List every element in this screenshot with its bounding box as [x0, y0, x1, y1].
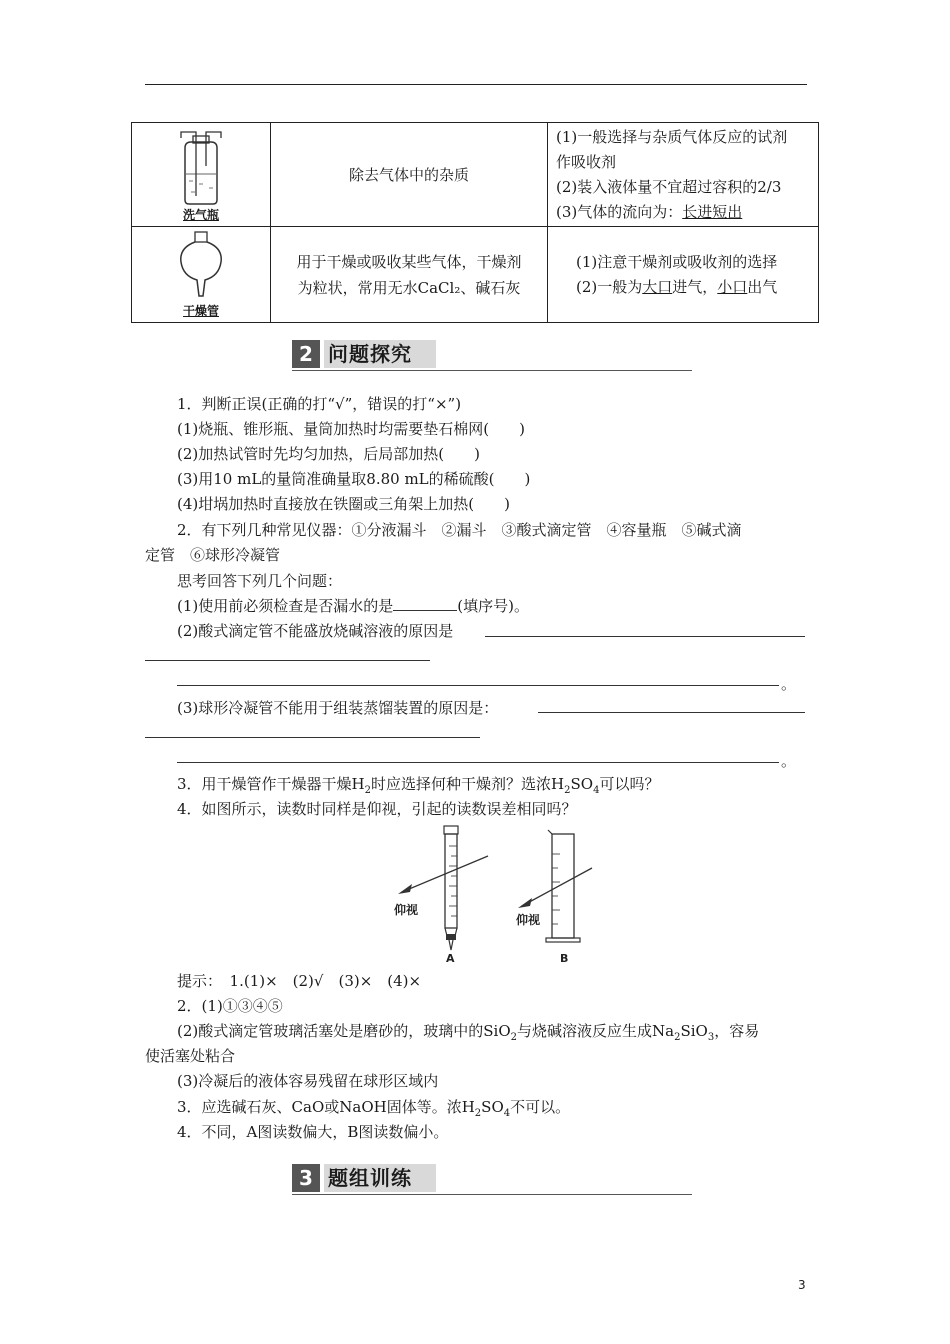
q3-part: SO	[570, 775, 594, 793]
note-answer: 大口	[642, 277, 673, 296]
subscript: 2	[364, 785, 372, 796]
q1-stem: 1．判断正误(正确的打“√”，错误的打“×”)	[177, 395, 462, 413]
q2-stem-cont: 定管 ⑥球形冷凝管	[145, 546, 281, 564]
note-text: (3)气体的流向为：	[556, 202, 683, 221]
use-line: 为粒状，常用无水CaCl₂、碱石灰	[297, 278, 521, 297]
header-rule	[145, 84, 807, 85]
section-rule	[292, 370, 692, 371]
section-rule	[292, 1194, 692, 1195]
drying-tube-icon	[171, 230, 231, 302]
period: 。	[781, 675, 797, 693]
q2-part1-suffix: (填序号)。	[457, 597, 529, 615]
subscript: 4	[593, 785, 600, 796]
section-number: 3	[292, 1164, 320, 1192]
view-label-a: 仰视	[394, 903, 419, 917]
use-line: 用于干燥或吸收某些气体，干燥剂	[296, 252, 522, 271]
answer-line	[177, 1020, 759, 1043]
q3-part: 3．用干燥管作干燥器干燥H	[177, 775, 365, 793]
answer-line	[177, 1096, 570, 1119]
q2-part1	[177, 595, 529, 616]
equipment-table	[131, 122, 819, 323]
answer-blank	[538, 712, 805, 713]
burette-body	[445, 834, 457, 928]
answer-part: SO	[481, 1098, 504, 1116]
answer-part: 不可以。	[510, 1098, 571, 1116]
subscript: 2	[510, 1032, 517, 1043]
answer-line	[177, 970, 421, 991]
page-number: 3	[798, 1278, 806, 1292]
note-line	[556, 200, 810, 225]
burette-top	[444, 826, 458, 834]
answer-part: ，容易	[714, 1022, 760, 1040]
answer-blank	[145, 660, 430, 661]
q3-text	[177, 773, 659, 796]
gas-washing-bottle-label: 洗气瓶	[182, 208, 219, 222]
q2-think: 思考回答下列几个问题：	[177, 572, 343, 590]
cylinder-base	[546, 938, 580, 942]
answer-blank	[177, 762, 779, 763]
note-text: 出气	[747, 277, 778, 296]
answer-part: (2)酸式滴定管玻璃活塞处是磨砂的，玻璃中的SiO	[177, 1022, 511, 1040]
note-line	[576, 275, 810, 300]
subscript: 4	[503, 1108, 511, 1119]
q1-item: (3)用10 mL的量筒准确量取8.80 mL的稀硫酸( )	[177, 470, 531, 488]
eye-icon	[398, 884, 412, 894]
q1-item: (4)坩埚加热时直接放在铁圈或三角架上加热( )	[177, 495, 510, 513]
table-row	[132, 227, 819, 323]
answer-text: 1.(1)× (2)√ (3)× (4)×	[229, 972, 422, 990]
subscript: 3	[707, 1032, 715, 1043]
subscript: 2	[564, 785, 571, 796]
answer-line: (3)冷凝后的液体容易残留在球形区域内	[177, 1072, 439, 1090]
answer-blank	[485, 636, 805, 637]
note-answer: 小口	[717, 277, 748, 296]
q2-stem: 2．有下列几种常见仪器：①分液漏斗 ②漏斗 ③酸式滴定管 ④容量瓶 ⑤碱式滴	[177, 521, 742, 539]
answer-line: 4．不同，A图读数偏大，B图读数偏小。	[177, 1123, 449, 1141]
answer-part: SiO	[680, 1022, 708, 1040]
figure-label-b: B	[560, 952, 569, 965]
answer-part: 3．应选碱石灰、CaO或NaOH固体等。浓H	[177, 1098, 475, 1116]
q2-part3: (3)球形冷凝管不能用于组装蒸馏装置的原因是：	[177, 699, 499, 717]
note-line: (1)一般选择与杂质气体反应的试剂	[556, 127, 788, 146]
hint-label: 提示：	[177, 972, 215, 990]
note-text: (2)一般为	[576, 277, 643, 296]
gas-washing-bottle-cell	[132, 123, 271, 227]
answer-line: 使活塞处粘合	[145, 1047, 236, 1065]
note-line: (1)注意干燥剂或吸收剂的选择	[576, 252, 778, 271]
gas-washing-bottle-use: 除去气体中的杂质	[271, 123, 548, 227]
note-line: 作吸收剂	[556, 152, 617, 171]
section-header-2	[292, 340, 692, 372]
subscript: 2	[474, 1108, 482, 1119]
q4-text: 4．如图所示，读数时同样是仰视，引起的读数误差相同吗？	[177, 800, 577, 818]
q3-part: 可以吗？	[599, 775, 660, 793]
drying-tube-notes	[548, 227, 819, 323]
section-header-3	[292, 1164, 692, 1196]
answer-line: 2．(1)①③④⑤	[177, 997, 283, 1015]
q3-part: 时应选择何种干燥剂？选浓H	[371, 775, 565, 793]
answer-blank	[145, 737, 480, 738]
drying-tube-use	[271, 227, 548, 323]
sight-line-b	[522, 868, 592, 906]
section-number: 2	[292, 340, 320, 368]
q1-item: (1)烧瓶、锥形瓶、量筒加热时均需要垫石棉网( )	[177, 420, 525, 438]
eye-icon	[518, 898, 532, 908]
note-text: 进气，	[672, 277, 718, 296]
subscript: 2	[674, 1032, 681, 1043]
answer-blank	[177, 685, 779, 686]
gas-washing-bottle-notes	[548, 123, 819, 227]
q1-item: (2)加热试管时先均匀加热，后局部加热( )	[177, 445, 480, 463]
drying-tube-label: 干燥管	[182, 304, 219, 318]
q2-part2: (2)酸式滴定管不能盛放烧碱溶液的原因是	[177, 622, 454, 640]
period: 。	[781, 752, 797, 770]
cylinder-body	[552, 834, 574, 938]
table-row	[132, 123, 819, 227]
note-line: (2)装入液体量不宜超过容积的2/3	[556, 177, 782, 196]
section-title: 题组训练	[324, 1164, 436, 1192]
figure-label-a: A	[446, 952, 455, 965]
q2-part1-text: (1)使用前必须检查是否漏水的是	[177, 597, 394, 615]
note-answer: 长进短出	[682, 202, 743, 221]
answer-part: 与烧碱溶液反应生成Na	[517, 1022, 675, 1040]
stopcock	[446, 934, 456, 940]
gas-washing-bottle-icon	[171, 126, 231, 206]
answer-blank	[393, 596, 457, 611]
drying-tube-cell	[132, 227, 271, 323]
section-title: 问题探究	[324, 340, 436, 368]
view-label-b: 仰视	[516, 913, 541, 927]
reading-figure	[380, 820, 630, 965]
